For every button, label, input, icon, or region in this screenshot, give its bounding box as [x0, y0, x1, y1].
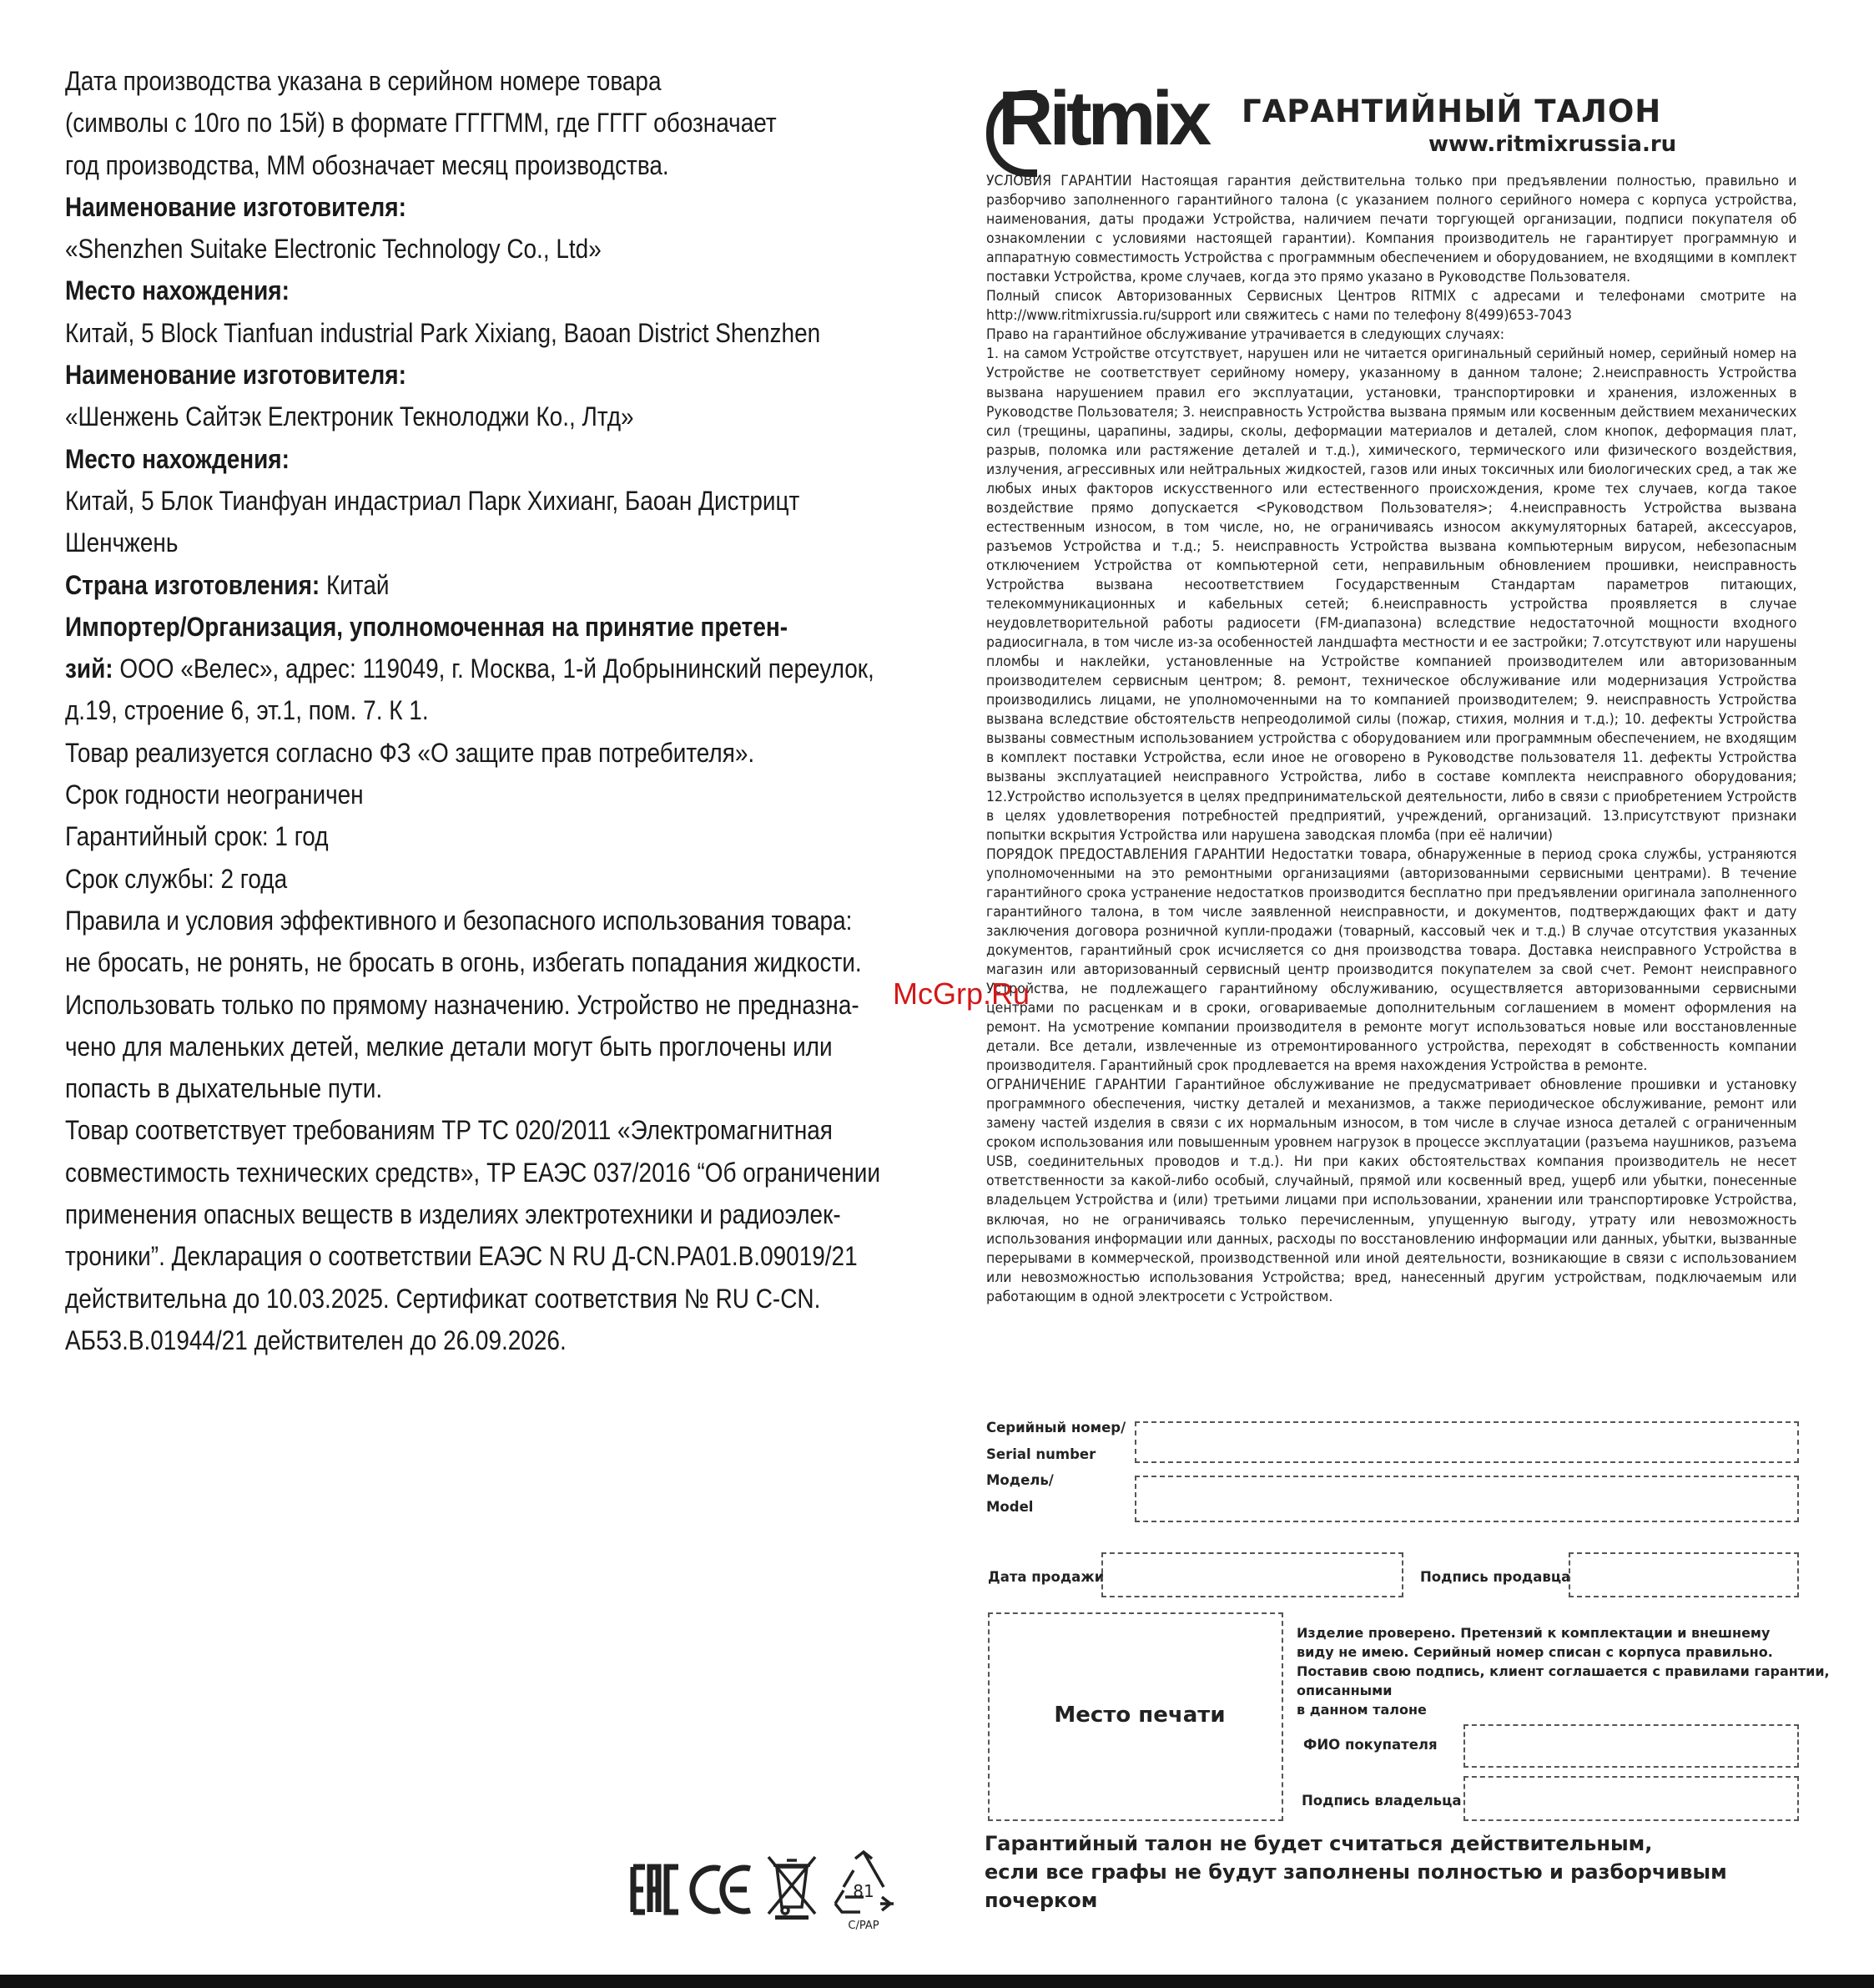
warning-line-2: если все графы не будут заполнены полностью и разборчивым: [985, 1860, 1727, 1884]
bottom-edge-bar: [0, 1975, 1874, 1988]
product-info-column: [65, 60, 912, 1361]
rules-line-1: Правила и условия эффективного и безопасного использования товара:: [65, 905, 853, 936]
ritmix-logo: [986, 76, 1237, 165]
importer-label-b: зий:: [65, 653, 113, 684]
buyer-name-field[interactable]: [1463, 1724, 1799, 1768]
compliance-line-1: Товар соответствует требованиям ТР ТС 020/2011 «Электромагнитная: [65, 1115, 833, 1146]
checked-note-3: Поставив свою подпись, клиент соглашается с правилами гарантии,: [1297, 1663, 1830, 1679]
terms-void-cases: 1. на самом Устройстве отсутствует, нарушен или не читается оригинальный серийный номер, серийный номер на Устройстве не соответствует серийному номеру, указанному в данном талоне; 2.неисправность Устройства вызвана нарушением правил его эксплуатации, установки, транспортировки и хранения, изложенных в Руководстве Пользователя; 3. неисправность Устройства вызвана прямым или косвенным действием механических сил (трещины, царапины, задиры, сколы, деформации материалов и деталей, слом кнопок, деформация плат, разрыв, поломка или растяжение деталей и т.д.), химического, термического или физического воздействия, излучения, агрессивных или нейтральных жидкостей, газов или иных токсичных или биологических сред, а так же любых иных факторов искусственного или естественного происхождения, кроме тех случаев, когда такое воздействие прямо допускается <Руководством Пользователя>; 4.неисправность Устройства вызвана естественным износом, в том числе, но, не ограничиваясь износом аккумуляторных батарей, аксессуаров, разъемов Устройства и т.д.; 5. неисправность Устройства вызвана компьютерным вирусом, небезопасным отключением Устройства от компьютерной сети, неправильным обновлением прошивки, неисправность Устройства вызвана несоответствием Государственным Стандартам параметров питающих, телекоммуникационных и кабельных сетей; 6.неисправность устройства проявляется в случае неудовлетворительной работы радиосети (FM-диапазона) вследствие недостаточной мощности входного радиосигнала, в том числе из-за особенностей ландшафта местности и ее застройки; 7.отсутствуют или нарушены пломбы и наклейки, установленные на Устройстве компанией производителем или авторизованным производителем сервисным центром; 8. ремонт, техническое обслуживание или модернизация Устройства производились лицами, не уполномоченными на то компанией производителем; 9. неисправность Устройства вызвана вследствие обстоятельств непреодолимой силы (пожар, стихия, молния и т.д.); 10. дефекты Устройства вызваны совместным использованием устройства с оборудованием или программным обеспечением, не входящим в комплект поставки Устройства, если иное не оговорено в Руководстве пользователя 11. дефекты Устройства вызваны эксплуатацией неисправного Устройства, либо в составе комплекта неисправного оборудования; 12.Устройство используется в целях предпринимательской деятельности, либо в связи с приобретением Устройств в целях удовлетворения потребностей предприятий, учреждений, организаций. 13.присутствуют признаки попытки вскрытия Устройства или нарушена заводская пломба (при её наличии): [986, 346, 1797, 843]
manufacturer-label-1: Наименование изготовителя:: [65, 191, 406, 222]
watermark: McGrp.Ru: [893, 976, 1030, 1011]
sale-date-field[interactable]: [1101, 1552, 1403, 1597]
warranty-header: [986, 76, 1677, 165]
warranty-title: ГАРАНТИЙНЫЙ ТАЛОН: [1242, 93, 1662, 129]
model-field[interactable]: [1135, 1476, 1799, 1522]
terms-void-intro: Право на гарантийное обслуживание утрачивается в следующих случаях:: [986, 326, 1505, 343]
warning-line-3: почерком: [985, 1889, 1098, 1912]
seller-signature-label: Подпись продавца: [1420, 1569, 1571, 1585]
warranty-terms: [986, 171, 1796, 1306]
manufacturer-label-2: Наименование изготовителя:: [65, 360, 406, 391]
location-2-line-1: Китай, 5 Блок Тианфуан индастриал Парк Хихианг, Баоан Дистрицт: [65, 485, 800, 516]
location-label-1: Место нахождения:: [65, 275, 290, 306]
compliance-line-2: совместимость технических средств», ТР ЕАЭС 037/2016 “Об ограничении: [65, 1157, 880, 1188]
importer-a: ООО «Велес», адрес: 119049, г. Москва, 1-й Добрынинский переулок,: [113, 653, 874, 684]
seller-signature-field[interactable]: [1569, 1552, 1799, 1597]
model-label-en: Model: [986, 1499, 1034, 1515]
warranty-period: Гарантийный срок: 1 год: [65, 821, 329, 852]
stamp-label: Место печати: [1054, 1703, 1226, 1728]
location-2-line-2: Шенчжень: [65, 527, 179, 558]
terms-limitation: ОГРАНИЧЕНИЕ ГАРАНТИИ Гарантийное обслуживание не предусматривает обновление прошивки и установку программного обеспечения, чистку деталей и механизмов, а также периодическое обслуживание, ремонт или замену частей изделия в связи с их нормальным износом, в том числе в случае износа деталей с ограниченным сроком использования или повышенным уровнем нагрузок в процессе эксплуатации (разъема наушников, разъема USB, соединительных проводов и т.д.). Ни при каких обстоятельствах компания производитель не несет ответственности за какой-либо особый, случайный, прямой или косвенный вред, ущерб или убытки, понесенные владельцем Устройства и (или) третьими лицами при использовании, хранении или транспортировке Устройства, включая, но не ограничиваясь только перечисленным, упущенную выгоду, утрату или невозможность использования информации или данных, расходы по восстановлению информации или данных, убытки, вызванные перерывами в коммерческой, производственной или иной деятельности, возникающие в связи с использованием или невозможностью использования Устройства; вред, нанесенный другим устройствам, подключаемым или работающим в одной электросети с Устройством.: [986, 1077, 1797, 1304]
location-1: Китай, 5 Block Tianfuan industrial Park Xixiang, Baoan District Shenzhen: [65, 317, 821, 348]
location-label-2: Место нахождения:: [65, 443, 290, 474]
recycle-icon: [830, 1849, 897, 1932]
validity-warning: [985, 1829, 1802, 1915]
ce-mark-icon: [693, 1864, 753, 1915]
compliance-line-6: АБ53.В.01944/21 действителен до 26.09.2026.: [65, 1324, 567, 1355]
rules-line-2: не бросать, не ронять, не бросать в огонь, избегать попадания жидкости.: [65, 947, 862, 978]
compliance-line-4: троники”. Декларация о соответствии ЕАЭС N RU Д-CN.РА01.В.09019/21: [65, 1241, 858, 1272]
owner-signature-label: Подпись владельца: [1302, 1793, 1462, 1809]
owner-signature-field[interactable]: [1463, 1776, 1799, 1821]
rules-line-5: попасть в дыхательные пути.: [65, 1073, 383, 1104]
recycle-number: 81: [853, 1881, 874, 1901]
eac-mark-icon: [630, 1864, 682, 1915]
logo-wordmark: Ritmix: [998, 76, 1208, 161]
importer-label-a: Импортер/Организация, уполномоченная на принятие претен-: [65, 611, 788, 642]
checked-note-4: описанными: [1297, 1683, 1393, 1698]
importer-b: д.19, строение 6, эт.1, пом. 7. К 1.: [65, 695, 429, 726]
shelf-life: Срок годности неограничен: [65, 780, 364, 810]
eac-mark-text: EAC: [656, 1915, 657, 1916]
compliance-line-3: применения опасных веществ в изделиях электротехники и радиоэлек-: [65, 1199, 841, 1230]
terms-procedure: ПОРЯДОК ПРЕДОСТАВЛЕНИЯ ГАРАНТИИ Недостатки товара, обнаруженные в период срока службы, устраняются уполномоченными на это ремонтными организациями (авторизованными сервисными центрами). В течение гарантийного срока устранение недостатков производится бесплатно при предъявлении оригинала заполненного гарантийного талона, в том числе заявленной неисправности, и документов, подтверждающих факт и дату заключения договора розничной купли-продажи (товарный, кассовый чек и т.д.) В случае отсутствия указанных документов, гарантийный срок исчисляется со дня производства товара. Доставка неисправного Устройства в магазин или авторизованный сервисный центр производится покупателем за свой счет. Ремонт неисправного Устройства, не подлежащего гарантийному обслуживанию, осуществляется авторизованными сервисными центрами по расценкам и в сроки, оговариваемые дополнительным соглашением в момент оформления на ремонт. На усмотрение компании производителя в ремонте могут использоваться новые или восстановленные детали. Все детали, извлеченные из отремонтированного устройства, переходят в собственность компании производителя. Гарантийный срок продлевается на время нахождения Устройства в ремонте.: [986, 845, 1797, 1074]
serial-label-en: Serial number: [986, 1446, 1096, 1462]
terms-conditions: УСЛОВИЯ ГАРАНТИИ Настоящая гарантия действительна только при предъявлении полностью, правильно и разборчиво заполненного гарантийного талона (с указанием полного серийного номера с корпуса устройства, наименования, даты продажи Устройства, наличием печати торгующей организации, подписи покупателя об ознакомлении с условиями настоящей гарантии). Компания производитель не гарантирует программную и аппаратную совместимость Устройства с программным обеспечением и оборудованием, не входящими в комплект поставки Устройства, кроме случаев, когда это прямо указано в Руководстве Пользователя.: [986, 173, 1797, 285]
production-date-line-3: год производства, ММ обозначает месяц производства.: [65, 149, 669, 180]
checked-note-2: виду не имею. Серийный номер списан с корпуса правильно.: [1297, 1644, 1773, 1660]
manufacturer-1: «Shenzhen Suitake Electronic Technology Co., Ltd»: [65, 234, 602, 265]
rules-line-4: чено для маленьких детей, мелкие детали могут быть проглочены или: [65, 1031, 833, 1062]
warning-line-1: Гарантийный талон не будет считаться действительным,: [985, 1832, 1653, 1855]
sale-date-label: Дата продажи: [988, 1569, 1105, 1585]
compliance-line-5: действительна до 10.03.2025. Сертификат соответствия № RU C-CN.: [65, 1283, 821, 1314]
buyer-name-label: ФИО покупателя: [1303, 1737, 1438, 1753]
serial-number-field[interactable]: [1135, 1421, 1799, 1463]
recycle-code: C/PAP: [848, 1920, 879, 1932]
production-date-line-2: (символы с 10го по 15й) в формате ГГГГММ, где ГГГГ обозначает: [65, 108, 777, 139]
service-life: Срок службы: 2 года: [65, 863, 288, 894]
manufacturer-2: «Шенжень Сайтэк Електроник Текнолоджи Ко., Лтд»: [65, 401, 634, 432]
law-line: Товар реализуется согласно ФЗ «О защите прав потребителя».: [65, 737, 755, 768]
checked-note-5: в данном талоне: [1297, 1702, 1427, 1718]
checked-note-1: Изделие проверено. Претензий к комплектации и внешнему: [1297, 1625, 1771, 1641]
model-label-ru: Модель/: [986, 1472, 1054, 1488]
website-link[interactable]: www.ritmixrussia.ru: [1428, 132, 1677, 157]
serial-label-ru: Серийный номер/: [986, 1420, 1126, 1435]
terms-service-centers: Полный список Авторизованных Сервисных Центров RITMIX с адресами и телефонами смотрите на http://www.ritmixrussia.ru/support или свяжитесь с нами по телефону 8(499)653-7043: [986, 288, 1797, 324]
certification-marks: [630, 1849, 905, 1932]
weee-crossed-bin-icon: [765, 1852, 819, 1920]
country-label: Страна изготовления:: [65, 569, 320, 600]
ce-mark-text: CE: [723, 1915, 725, 1916]
production-date-line-1: Дата производства указана в серийном номере товара: [65, 66, 662, 96]
rules-line-3: Использовать только по прямому назначению. Устройство не предназна-: [65, 989, 859, 1020]
country-value: Китай: [320, 569, 390, 600]
